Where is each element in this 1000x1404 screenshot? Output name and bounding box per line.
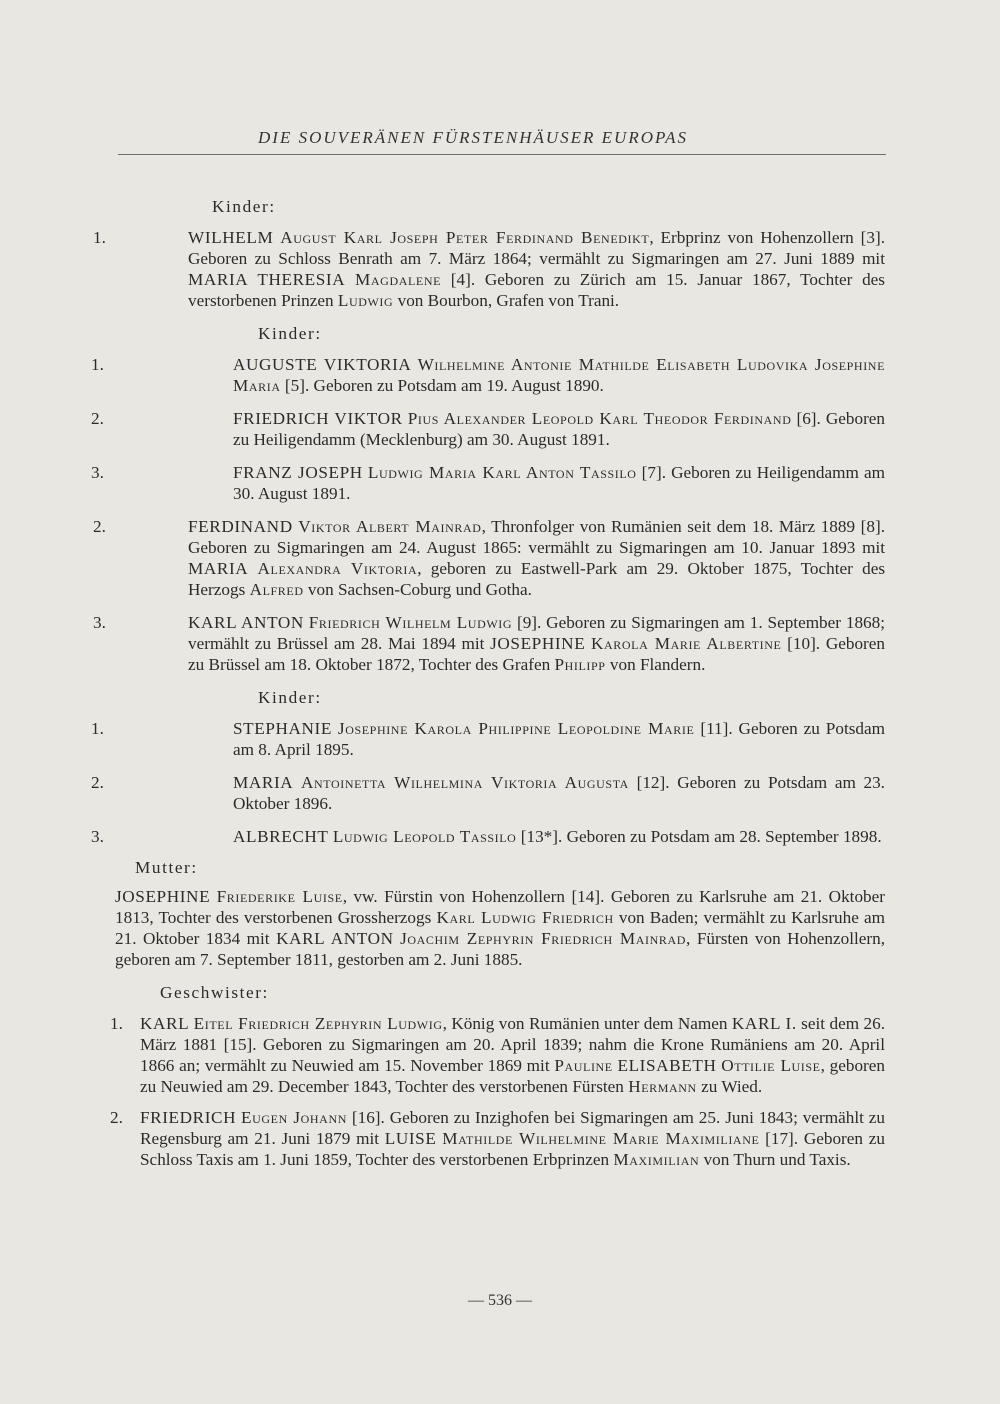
entry-number: 3. bbox=[91, 827, 104, 846]
entry-text: , Erbprinz von Hohenzollern [3]. Geboren zu Schloss Benrath am 7. März 1864; vermählt zu Sigmaringen am 27. Juni 1889 mit bbox=[188, 228, 886, 268]
entry-given-names: Karl Ludwig Friedrich bbox=[436, 908, 614, 927]
spouse-given-names: Ottilie Luise bbox=[721, 1056, 821, 1075]
spouse-name: KARL ANTON bbox=[276, 929, 394, 948]
entry-given-names: Eugen Johann bbox=[241, 1108, 347, 1127]
entry-text: [6]. Geboren zu Heiligendamm (Mecklenburg) am 30. August 1891. bbox=[233, 409, 886, 449]
entry-text: [16]. Geboren zu Inzighofen bei Sigmaringen am 25. Juni 1843; vermählt zu Regensburg am 21. Juni 1879 mit bbox=[140, 1108, 886, 1148]
entry-given-names: Antoinetta Wilhelmina Viktoria Augusta bbox=[300, 773, 629, 792]
spouse-name: ELISABETH bbox=[617, 1056, 717, 1075]
entry-text: , geboren zu Eastwell-Park am 29. Oktober 1875, Tochter des Herzogs bbox=[188, 559, 886, 599]
spouse-name: LUISE bbox=[384, 1129, 437, 1148]
entry-text bbox=[293, 773, 301, 792]
kinder-label: Kinder: bbox=[258, 324, 322, 343]
grandchild-entry bbox=[91, 408, 886, 450]
entry-number: 2. bbox=[93, 517, 106, 536]
entry-name: JOSEPHINE bbox=[115, 887, 211, 906]
entry-text: zu Wied. bbox=[696, 1077, 763, 1096]
entry-text: [7]. Geboren zu Heiligendamm am 30. August 1891. bbox=[233, 463, 885, 503]
entry-given-names: Philipp bbox=[554, 655, 606, 674]
geschwister-label: Geschwister: bbox=[160, 983, 269, 1002]
entry-name: STEPHANIE bbox=[233, 719, 332, 738]
entry-number: 2. bbox=[91, 773, 104, 792]
entry-name: MARIA bbox=[233, 773, 294, 792]
entry-name: FRIEDRICH bbox=[140, 1108, 237, 1127]
entry-number: 3. bbox=[93, 613, 106, 632]
entry-text: seit dem 26. März 1881 [15]. Geboren zu Sigmaringen am 20. April 1839; nahm die Krone Rumäniens am 20. April 1866 an; vermählt zu Neuwied am 15. November 1869 mit bbox=[140, 1014, 885, 1075]
entry-text: , Fürsten von Hohenzollern, geboren am 7. September 1811, gestorben am 2. Juni 1885. bbox=[115, 929, 885, 969]
entry-number: 2. bbox=[91, 409, 104, 428]
entry-text: von Flandern. bbox=[605, 655, 706, 674]
grandchild-entry bbox=[91, 462, 885, 504]
entry-text: [10]. Geboren zu Brüssel am 18. Oktober 1872, Tochter des Grafen bbox=[188, 634, 885, 674]
entry-given-names: Pius Alexander Leopold Karl Theodor Ferdinand bbox=[407, 409, 792, 428]
entry-name: FRANZ JOSEPH bbox=[233, 463, 363, 482]
spouse-name: JOSEPHINE bbox=[490, 634, 586, 653]
entry-text: von Sachsen-Coburg und Gotha. bbox=[303, 580, 532, 599]
entry-given-names: Alfred bbox=[249, 580, 304, 599]
page-content bbox=[91, 196, 886, 1180]
entry-name: KARL bbox=[140, 1014, 190, 1033]
spouse-name: MARIA THERESIA bbox=[188, 270, 346, 289]
spouse-given-names: Mathilde Wilhelmine Marie Maximiliane bbox=[442, 1129, 760, 1148]
spouse-given-names: Magdalene bbox=[355, 270, 442, 289]
spouse-given-names: Karola Marie Albertine bbox=[591, 634, 782, 653]
entry-text: [17]. Geboren zu Schloss Taxis am 1. Juni 1859, Tochter des verstorbenen Erbprinzen bbox=[140, 1129, 885, 1169]
entry-given-names: August Karl Joseph Peter Ferdinand Benedikt bbox=[280, 228, 650, 247]
kinder-label: Kinder: bbox=[212, 197, 276, 216]
child-entry-3 bbox=[93, 612, 886, 675]
entry-text: von Baden; vermählt zu Karlsruhe am 21. Oktober 1834 mit bbox=[115, 908, 885, 948]
entry-text: , vw. Fürstin von Hohenzollern [14]. Geboren zu Karlsruhe am 21. Oktober 1813, Tochter des verstorbenen Grossherzogs bbox=[115, 887, 885, 927]
entry-given-names: Eitel Friedrich Zephyrin Ludwig bbox=[193, 1014, 443, 1033]
entry-given-names: Friedrich Wilhelm Ludwig bbox=[308, 613, 513, 632]
entry-text: , König von Rumänien unter dem Namen bbox=[442, 1014, 732, 1033]
entry-number: 2. bbox=[110, 1108, 123, 1127]
page-number: — 536 — bbox=[468, 1292, 532, 1309]
entry-name: ALBRECHT bbox=[233, 827, 329, 846]
entry-given-names: Josephine Karola Philippine Leopoldine Marie bbox=[337, 719, 695, 738]
grandchild-entry bbox=[91, 772, 885, 814]
spouse-given-names: Pauline bbox=[554, 1056, 613, 1075]
entry-name: FERDINAND bbox=[188, 517, 293, 536]
entry-text: von Bourbon, Grafen von Trani. bbox=[393, 291, 620, 310]
entry-text: , Thronfolger von Rumänien seit dem 18. März 1889 [8]. Geboren zu Sigmaringen am 24. August 1865: vermählt zu Sigmaringen am 10. Januar 1893 mit bbox=[188, 517, 885, 557]
entry-text: [13*]. Geboren zu Potsdam am 28. September 1898. bbox=[516, 827, 882, 846]
entry-text bbox=[248, 559, 257, 578]
entry-text: [11]. Geboren zu Potsdam am 8. April 1895. bbox=[233, 719, 886, 759]
entry-name: WILHELM bbox=[188, 228, 274, 247]
entry-number: 1. bbox=[91, 355, 104, 374]
child-entry-1 bbox=[93, 227, 886, 311]
running-header bbox=[118, 128, 886, 155]
regnal-name: KARL I. bbox=[731, 1014, 797, 1033]
header-title: DIE SOUVERÄNEN FÜRSTENHÄUSER EUROPAS bbox=[258, 128, 689, 147]
grandchild-entry bbox=[91, 826, 885, 847]
child-entry-2 bbox=[93, 516, 886, 600]
entry-text: von Thurn und Taxis. bbox=[699, 1150, 851, 1169]
spouse-name: MARIA bbox=[188, 559, 249, 578]
entry-text: [9]. Geboren zu Sigmaringen am 1. September 1868; vermählt zu Brüssel am 28. Mai 1894 mit bbox=[188, 613, 886, 653]
kinder-label: Kinder: bbox=[258, 688, 322, 707]
entry-given-names: Viktor Albert Mainrad bbox=[298, 517, 482, 536]
entry-number: 1. bbox=[110, 1014, 123, 1033]
sibling-entry-2 bbox=[110, 1107, 886, 1170]
entry-number: 3. bbox=[91, 463, 104, 482]
entry-given-names: Ludwig bbox=[337, 291, 394, 310]
mother-entry bbox=[115, 886, 885, 970]
mutter-label: Mutter: bbox=[135, 858, 198, 877]
entry-name: FRIEDRICH VIKTOR bbox=[233, 409, 403, 428]
entry-number: 1. bbox=[91, 719, 104, 738]
entry-name: AUGUSTE VIKTORIA bbox=[233, 355, 412, 374]
entry-given-names: Friederike Luise bbox=[216, 887, 343, 906]
entry-text bbox=[345, 270, 355, 289]
entry-given-names: Hermann bbox=[628, 1077, 697, 1096]
entry-text: [5]. Geboren zu Potsdam am 19. August 1890. bbox=[280, 376, 604, 395]
entry-text: [4]. Geboren zu Zürich am 15. Januar 1867, Tochter des verstorbenen Prinzen bbox=[188, 270, 885, 310]
spouse-given-names: Alexandra Viktoria bbox=[257, 559, 418, 578]
entry-text: [12]. Geboren zu Potsdam am 23. Oktober 1896. bbox=[233, 773, 885, 813]
entry-given-names: Ludwig Maria Karl Anton Tassilo bbox=[367, 463, 637, 482]
sibling-entry-1 bbox=[110, 1013, 885, 1097]
grandchild-entry bbox=[91, 718, 886, 760]
entry-name: KARL ANTON bbox=[188, 613, 304, 632]
spouse-given-names: Joachim Zephyrin Friedrich Mainrad bbox=[400, 929, 687, 948]
entry-given-names: Maximilian bbox=[613, 1150, 700, 1169]
grandchild-entry bbox=[91, 354, 885, 396]
entry-given-names: Ludwig Leopold Tassilo bbox=[332, 827, 517, 846]
entry-given-names: Wilhelmine Antonie Mathilde Elisabeth Ludovika Josephine Maria bbox=[233, 355, 885, 395]
entry-number: 1. bbox=[93, 228, 106, 247]
entry-text: , geboren zu Neuwied am 29. December 1843, Tochter des verstorbenen Fürsten bbox=[140, 1056, 885, 1096]
